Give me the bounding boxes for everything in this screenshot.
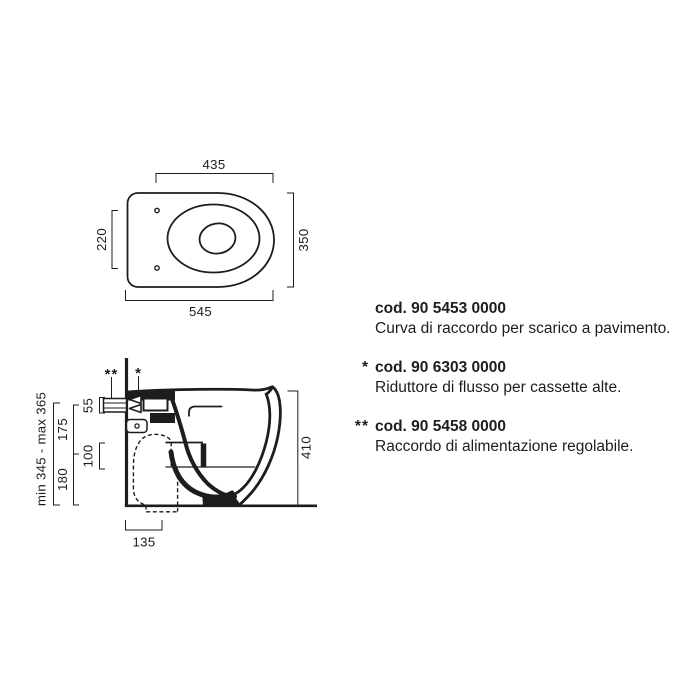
dim-seat-width	[156, 157, 273, 183]
accessory-item-flow-reducer	[353, 358, 688, 398]
hinge-hole-bottom	[155, 266, 159, 270]
fixing-bracket	[127, 420, 148, 433]
dim-drain-floor-offset	[126, 520, 163, 550]
dim-overall-width	[126, 290, 274, 319]
dim-inlet-height	[81, 398, 106, 414]
dim-overall-width-label: 545	[189, 304, 212, 319]
accessory-item-supply-connector	[353, 417, 688, 457]
marker-double-star: **	[104, 366, 119, 383]
accessory-marker: **	[354, 418, 369, 435]
dim-inlet-height-label: 55	[80, 397, 96, 414]
accessory-code: cod. 90 5453 0000	[375, 300, 506, 317]
accessory-code: cod. 90 5458 0000	[375, 418, 506, 435]
seat-ring-ellipse	[168, 205, 260, 273]
dim-depth	[287, 193, 311, 287]
dim-total-height-label: 410	[298, 436, 314, 459]
dim-lower-span-label: 180	[55, 468, 70, 491]
dim-drain-height	[81, 443, 106, 469]
drain-curve-dashed	[133, 434, 177, 511]
flush-channel	[144, 399, 168, 411]
accessory-description: Riduttore di flusso per cassette alte.	[375, 379, 622, 396]
dim-hinge-spacing-label: 220	[94, 228, 109, 251]
accessory-item-floor-drain	[353, 299, 688, 339]
rear-section-step	[150, 413, 175, 423]
top-view-outline	[128, 193, 275, 287]
dim-depth-label: 350	[296, 228, 311, 252]
dim-inlet-range-label: min 345 - max 365	[33, 391, 49, 507]
dim-seat-width-label: 435	[202, 157, 226, 172]
accessory-description: Raccordo di alimentazione regolabile.	[375, 438, 634, 455]
rim-hook-line	[189, 407, 222, 416]
top-view	[94, 157, 311, 319]
accessory-marker: *	[361, 359, 369, 376]
dim-upper-span-label: 175	[55, 418, 70, 441]
accessory-marker	[353, 299, 369, 339]
accessory-code: cod. 90 6303 0000	[375, 359, 506, 376]
hinge-hole-top	[155, 208, 159, 212]
dim-hinge-spacing	[94, 211, 118, 269]
accessory-list	[353, 299, 688, 476]
dim-total-height	[288, 391, 314, 505]
marker-single-star: *	[135, 365, 142, 382]
dim-drain-floor-offset-label: 135	[132, 534, 156, 550]
side-view	[34, 358, 318, 550]
body-inner-front	[229, 387, 273, 497]
dim-upper-lower-spans	[55, 405, 79, 505]
accessory-description: Curva di raccordo per scarico a pavimento.	[375, 320, 671, 337]
seat-inner-hole	[197, 221, 238, 257]
supply-pipe	[104, 399, 127, 413]
dim-drain-height-label: 100	[80, 444, 96, 468]
